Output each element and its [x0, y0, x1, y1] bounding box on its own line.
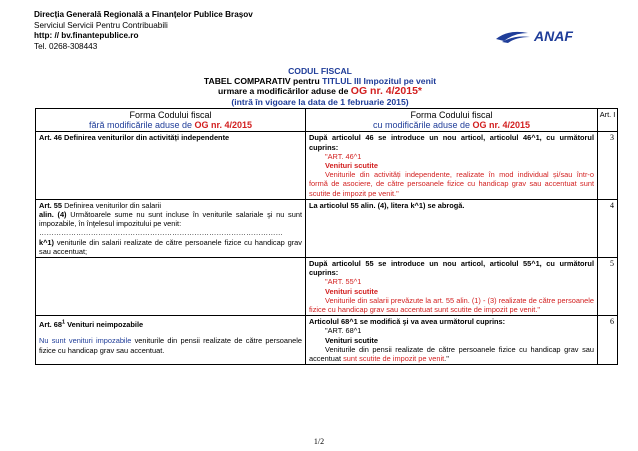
- header-art: Art. I: [598, 109, 618, 132]
- logo-text: ANAF: [534, 28, 573, 44]
- page-number: 1/2: [313, 437, 325, 446]
- table-row: [36, 258, 618, 316]
- table-row: [36, 199, 618, 257]
- header-block: [34, 10, 253, 52]
- row1-num: 3: [598, 132, 618, 199]
- doc-title: CODUL FISCAL: [288, 66, 352, 76]
- row2-right: La articolul 55 alin. (4), litera k^1) se abrogă.: [306, 199, 598, 257]
- row3-right: După articolul 55 se introduce un nou articol, articolul 55^1, cu următorul cuprins: "ART. 55^1 Venituri scutite Veniturile din salarii prevăzute la art. 55 alin. (1) - (3) realizate de către persoanele fizice cu handicap grav sau accentuat sunt scutite de impozit pe venit.": [306, 258, 598, 316]
- table-header-row: [36, 109, 618, 132]
- org-name: Direcția Generală Regională a Finanțelor Publice Brașov: [34, 10, 253, 19]
- phone-number: Tel. 0268-308443: [34, 41, 98, 51]
- anaf-logo: [494, 27, 598, 45]
- table-row: [36, 316, 618, 365]
- table-row: [36, 132, 618, 199]
- row3-left: [36, 258, 306, 316]
- row2-num: 4: [598, 199, 618, 257]
- doc-subtitle: TABEL COMPARATIV pentru TITLUL III Impozitul pe venit: [203, 76, 437, 86]
- row4-left: Art. $68^1$ Venituri neimpozabile Nu sunt venituri impozabile veniturile din pensii realizate de către persoanele fizice cu handicap grav sau accentuat.: [36, 316, 306, 365]
- header-right: Forma Codului fiscal cu modificările aduse de OG nr. 4/2015: [306, 109, 598, 132]
- comparison-table: [35, 108, 618, 365]
- doc-subtitle-2: urmare a modificărilor aduse de OG nr. 4/2015*: [218, 85, 422, 97]
- row4-num: 6: [598, 316, 618, 365]
- website-link[interactable]: http: // bv.finantepublice.ro: [34, 31, 139, 41]
- service-name: Serviciul Servicii Pentru Contribuabili: [34, 20, 168, 30]
- row3-num: 5: [598, 258, 618, 316]
- row4-right: Articolul 68^1 se modifică şi va avea următorul cuprins: "ART. 68^1 Venituri scutite Veniturile din pensii realizate de către persoanele fizice cu handicap grav sau accentuat sunt scutite de impozit pe venit.": [306, 316, 598, 365]
- row1-left: Art. 46 Definirea veniturilor din activități independente: [36, 132, 306, 199]
- effective-date: (intră în vigoare la data de 1 februarie 2015): [231, 97, 409, 107]
- row2-left: Art. 55 Definirea veniturilor din salarii alin. (4) Următoarele sume nu sunt incluse în veniturile salariale şi nu sunt impozabile, în înţelesul impozitului pe venit: ……………………………………………………………………………………… k^1) veniturile din salarii realizate de către persoanele fizice cu handicap grav sau accentuat;: [36, 199, 306, 257]
- header-left: Forma Codului fiscal fără modificările aduse de OG nr. 4/2015: [36, 109, 306, 132]
- row1-right: După articolul 46 se introduce un nou articol, articolul 46^1, cu următorul cuprins: "ART. 46^1 Venituri scutite Veniturile din activități independente, realizate în mod individual și/sau într-o formă de asociere, de către persoanele fizice cu handicap grav sau accentuat sunt scutite de impozit pe venit.": [306, 132, 598, 199]
